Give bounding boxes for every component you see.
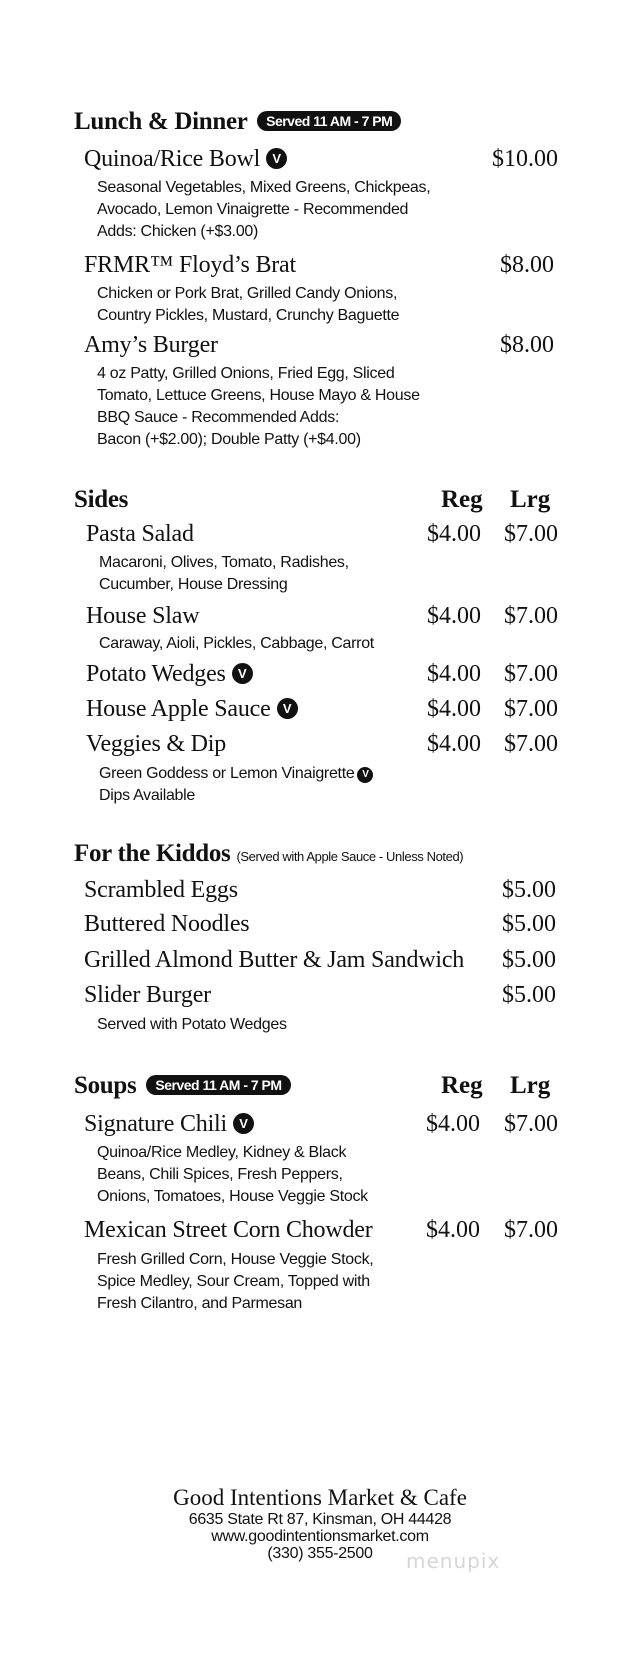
item-description [97, 1014, 287, 1036]
desc-line: Beans, Chili Spices, Fresh Peppers, [97, 1166, 343, 1183]
menu-item-name: Buttered Noodles [84, 911, 250, 937]
item-price: $10.00 [492, 146, 558, 172]
reg-column-header: Reg [441, 486, 483, 513]
lunch-title-text: Lunch & Dinner [74, 108, 248, 135]
desc-line: 4 oz Patty, Grilled Onions, Fried Egg, Sliced [97, 365, 395, 382]
item-price-reg: $4.00 [426, 1111, 480, 1137]
kiddos-section-title [74, 840, 463, 868]
item-description [99, 763, 373, 807]
desc-line: Country Pickles, Mustard, Crunchy Baguette [97, 307, 400, 324]
vegetarian-icon: V [232, 663, 253, 684]
item-price-reg: $4.00 [427, 696, 481, 722]
vegetarian-icon: V [277, 698, 298, 719]
item-price-lrg: $7.00 [504, 731, 558, 757]
desc-line: Onions, Tomatoes, House Veggie Stock [97, 1188, 368, 1205]
item-name-text: House Apple Sauce [86, 696, 271, 722]
vegetarian-icon: V [233, 1113, 254, 1134]
item-price: $8.00 [500, 252, 554, 278]
lunch-section-title [74, 108, 401, 136]
item-description [97, 283, 399, 327]
item-description [99, 552, 349, 596]
desc-line: Spice Medley, Sour Cream, Topped with [97, 1273, 370, 1290]
soups-title-text: Soups [74, 1072, 137, 1099]
item-name-text: Signature Chili [84, 1111, 227, 1137]
lrg-column-header: Lrg [510, 1072, 551, 1099]
menu-item-name: Grilled Almond Butter & Jam Sandwich [84, 947, 465, 973]
menu-item-name [86, 661, 253, 688]
menu-item-name [84, 1111, 254, 1138]
desc-line: Seasonal Vegetables, Mixed Greens, Chickpeas, [97, 179, 431, 196]
lrg-column-header: Lrg [510, 486, 551, 513]
desc-line: BBQ Sauce - Recommended Adds: [97, 409, 340, 426]
lunch-hours-badge: Served 11 AM - 7 PM [257, 111, 401, 131]
cafe-website[interactable]: www.goodintentionsmarket.com [211, 1528, 429, 1545]
menu-item-name: Scrambled Eggs [84, 877, 238, 903]
item-price-reg: $4.00 [427, 603, 481, 629]
item-price: $5.00 [502, 911, 556, 937]
item-price: $8.00 [500, 332, 554, 358]
menu-item-name: Amy’s Burger [84, 332, 218, 358]
cafe-name: Good Intentions Market & Cafe [173, 1485, 467, 1510]
desc-line: Tomato, Lettuce Greens, House Mayo & House [97, 387, 420, 404]
desc-line: Caraway, Aioli, Pickles, Cabbage, Carrot [99, 635, 374, 652]
desc-line: Served with Potato Wedges [97, 1016, 287, 1033]
cafe-phone: (330) 355-2500 [267, 1545, 373, 1562]
desc-line: Adds: Chicken (+$3.00) [97, 223, 259, 240]
item-price: $5.00 [502, 982, 556, 1008]
item-price-reg: $4.00 [426, 1217, 480, 1243]
item-description [99, 633, 374, 655]
item-price-lrg: $7.00 [504, 521, 558, 547]
item-name-text: Quinoa/Rice Bowl [84, 146, 261, 172]
item-name-text: Potato Wedges [86, 661, 226, 687]
item-description [97, 363, 420, 451]
desc-line: Quinoa/Rice Medley, Kidney & Black [97, 1144, 347, 1161]
desc-line: Dips Available [99, 787, 196, 804]
cafe-address: 6635 State Rt 87, Kinsman, OH 44428 [188, 1511, 452, 1528]
desc-line: Bacon (+$2.00); Double Patty (+$4.00) [97, 431, 361, 448]
menu-item-name [86, 696, 298, 723]
desc-line: Fresh Cilantro, and Parmesan [97, 1295, 303, 1312]
item-price: $5.00 [502, 947, 556, 973]
soups-section-title [74, 1072, 291, 1100]
vegetarian-icon: V [357, 767, 373, 783]
menu-item-name: Pasta Salad [86, 521, 194, 547]
menu-item-name: House Slaw [86, 603, 200, 629]
item-price-reg: $4.00 [427, 521, 481, 547]
item-price-lrg: $7.00 [504, 1111, 558, 1137]
item-price-lrg: $7.00 [504, 661, 558, 687]
desc-line [99, 763, 373, 785]
menu-item-name: FRMR™ Floyd’s Brat [84, 252, 296, 278]
desc-line: Fresh Grilled Corn, House Veggie Stock, [97, 1251, 374, 1268]
watermark-logo: menupix [406, 1549, 501, 1573]
item-price-lrg: $7.00 [504, 1217, 558, 1243]
item-description [97, 1249, 373, 1315]
menu-item-name [84, 146, 287, 173]
vegetarian-icon: V [266, 148, 287, 169]
item-price-lrg: $7.00 [504, 696, 558, 722]
menu-item-name: Veggies & Dip [86, 731, 227, 757]
footer [0, 1485, 640, 1562]
item-description [97, 177, 430, 243]
desc-text: Green Goddess or Lemon Vinaigrette [99, 765, 355, 782]
kiddos-note: (Served with Apple Sauce - Unless Noted) [236, 849, 464, 864]
soups-hours-badge: Served 11 AM - 7 PM [146, 1075, 290, 1095]
item-price-reg: $4.00 [427, 661, 481, 687]
item-description [97, 1142, 368, 1208]
desc-line: Chicken or Pork Brat, Grilled Candy Onions, [97, 285, 398, 302]
item-price-lrg: $7.00 [504, 603, 558, 629]
menu-item-name: Slider Burger [84, 982, 211, 1008]
desc-line: Macaroni, Olives, Tomato, Radishes, [99, 554, 349, 571]
menu-item-name: Mexican Street Corn Chowder [84, 1217, 373, 1243]
desc-line: Avocado, Lemon Vinaigrette - Recommended [97, 201, 409, 218]
kiddos-title-text: For the Kiddos [74, 840, 231, 867]
sides-section-title: Sides [74, 486, 129, 513]
reg-column-header: Reg [441, 1072, 483, 1099]
item-price-reg: $4.00 [427, 731, 481, 757]
desc-line: Cucumber, House Dressing [99, 576, 288, 593]
item-price: $5.00 [502, 877, 556, 903]
